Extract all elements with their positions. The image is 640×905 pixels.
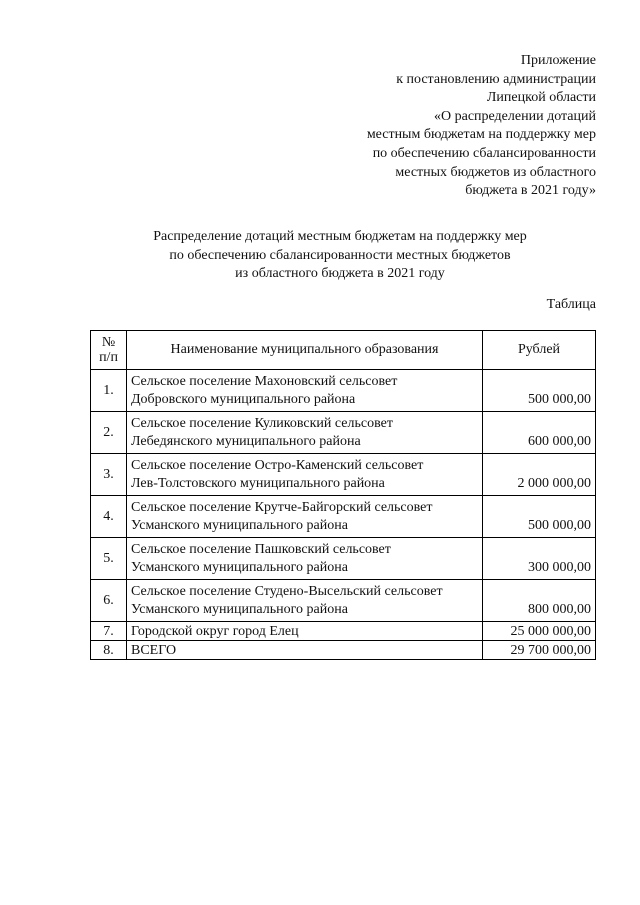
table-row — [91, 622, 596, 641]
row-sum: 25 000 000,00 — [483, 622, 596, 641]
header-number-abbrev: п/п — [99, 350, 118, 365]
row-name — [127, 580, 483, 622]
row-sum-total: 29 700 000,00 — [483, 641, 596, 660]
row-name-line1: Сельское поселение Куликовский сельсовет — [131, 415, 393, 431]
table-row — [91, 580, 596, 622]
row-number: 3. — [91, 454, 127, 496]
row-name-line2: Усманского муниципального района — [131, 601, 348, 617]
appendix-header — [367, 52, 596, 201]
row-number: 5. — [91, 538, 127, 580]
row-name-total: ВСЕГО — [127, 641, 483, 660]
table-row — [91, 454, 596, 496]
table-header-row — [91, 331, 596, 370]
table-row — [91, 412, 596, 454]
document-title — [0, 228, 640, 284]
row-name-line2: Лебедянского муниципального района — [131, 433, 361, 449]
row-name — [127, 454, 483, 496]
row-name — [127, 370, 483, 412]
appendix-line: к постановлению администрации — [396, 71, 596, 87]
appendix-line: по обеспечению сбалансированности — [372, 145, 596, 161]
appendix-line: Липецкой области — [486, 90, 596, 106]
title-line: из областного бюджета в 2021 году — [235, 266, 445, 281]
appendix-line: «О распределении дотаций — [434, 108, 596, 124]
row-name-line1: Сельское поселение Крутче-Байгорский сельсовет — [131, 499, 433, 515]
row-sum: 300 000,00 — [483, 538, 596, 580]
row-name-line2: Добровского муниципального района — [131, 391, 356, 407]
row-name-line1: Сельское поселение Пашковский сельсовет — [131, 541, 391, 557]
row-name — [127, 412, 483, 454]
title-line: по обеспечению сбалансированности местных бюджетов — [169, 247, 511, 263]
table-label: Таблица — [546, 297, 596, 312]
appendix-line: местных бюджетов из областного — [395, 164, 596, 180]
row-sum: 500 000,00 — [483, 496, 596, 538]
header-number-symbol: № — [101, 335, 116, 350]
row-number: 4. — [91, 496, 127, 538]
row-name-line1: Сельское поселение Студено-Высельский сельсовет — [131, 583, 443, 599]
row-sum: 2 000 000,00 — [483, 454, 596, 496]
header-name: Наименование муниципального образования — [127, 331, 483, 370]
appendix-line: Приложение — [520, 53, 596, 68]
table-row — [91, 538, 596, 580]
row-number: 7. — [91, 622, 127, 641]
appendix-line: местным бюджетам на поддержку мер — [366, 127, 596, 143]
row-number: 8. — [91, 641, 127, 660]
row-name-line2: Усманского муниципального района — [131, 559, 348, 575]
row-sum: 600 000,00 — [483, 412, 596, 454]
subsidy-table — [90, 330, 596, 660]
row-name — [127, 538, 483, 580]
table-row — [91, 370, 596, 412]
row-name-line1: Сельское поселение Махоновский сельсовет — [131, 373, 398, 389]
header-number — [91, 331, 127, 370]
row-name — [127, 496, 483, 538]
row-sum: 800 000,00 — [483, 580, 596, 622]
row-sum: 500 000,00 — [483, 370, 596, 412]
row-name-line1: Сельское поселение Остро-Каменский сельсовет — [131, 457, 424, 473]
row-number: 1. — [91, 370, 127, 412]
header-sum: Рублей — [483, 331, 596, 370]
appendix-line: бюджета в 2021 году» — [465, 183, 596, 199]
table-row-total — [91, 641, 596, 660]
row-name-line2: Лев-Толстовского муниципального района — [131, 475, 385, 491]
row-number: 2. — [91, 412, 127, 454]
row-number: 6. — [91, 580, 127, 622]
table-row — [91, 496, 596, 538]
row-name-line2: Усманского муниципального района — [131, 517, 348, 533]
title-line: Распределение дотаций местным бюджетам на поддержку мер — [153, 229, 527, 244]
row-name: Городской округ город Елец — [127, 622, 483, 641]
